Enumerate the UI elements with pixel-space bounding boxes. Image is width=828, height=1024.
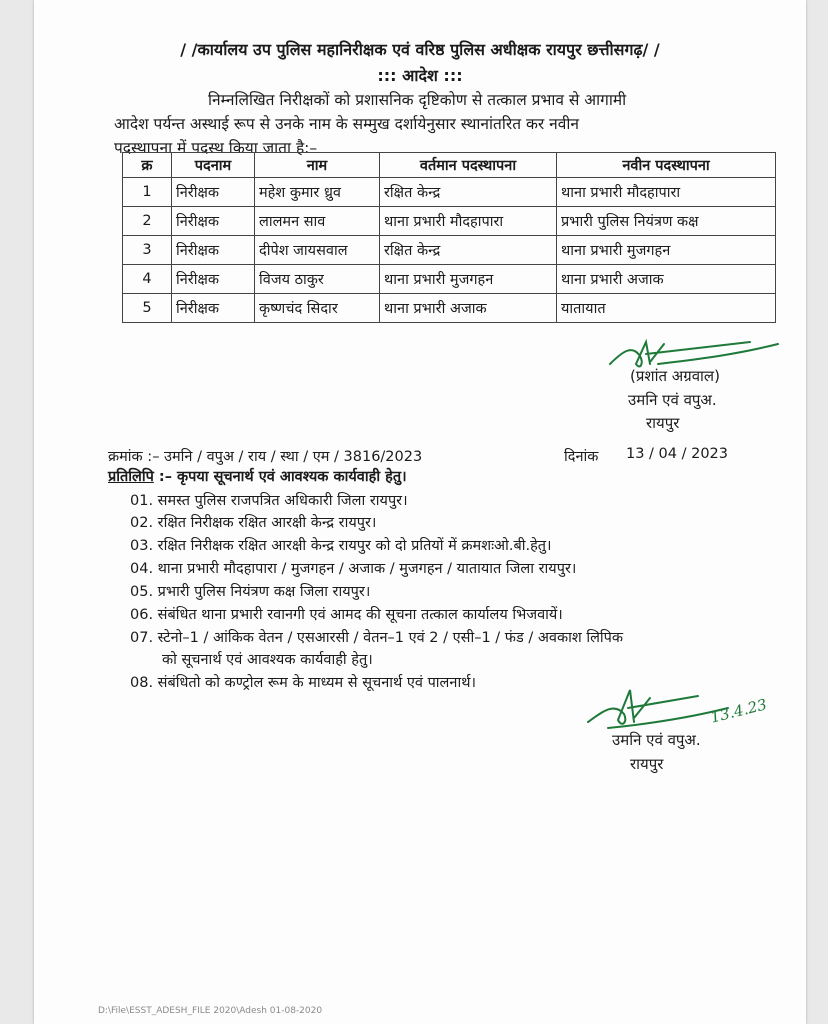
document-page — [34, 0, 806, 1024]
transfer-table — [122, 152, 776, 323]
copy-item: 06. संबंधित थाना प्रभारी रवानगी एवं आमद की सूचना तत्काल कार्यालय भिजवायें। — [130, 607, 563, 623]
cell-current-posting: थाना प्रभारी मौदहापारा — [380, 207, 557, 236]
cell-serial: 4 — [123, 265, 172, 294]
intro-line-1: निम्नलिखित निरीक्षकों को प्रशासनिक दृष्टिकोण से तत्काल प्रभाव से आगामी — [208, 91, 627, 109]
table-row — [123, 236, 776, 265]
cell-current-posting: थाना प्रभारी मुजगहन — [380, 265, 557, 294]
copy-item: 07. स्टेनो–1 / आंकिक वेतन / एसआरसी / वेतन–1 एवं 2 / एसी–1 / फंड / अवकाश लिपिक — [130, 630, 624, 646]
signatory2-designation: उमनि एवं वपुअ. — [612, 731, 701, 749]
intro-line-3: पदस्थापना में पदस्थ किया जाता है:– — [114, 139, 318, 157]
cell-new-posting: थाना प्रभारी मौदहापारा — [557, 178, 776, 207]
signatory2-place: रायपुर — [630, 755, 664, 773]
table-header-row — [123, 153, 776, 178]
cell-current-posting: रक्षित केन्द्र — [380, 178, 557, 207]
cell-name: विजय ठाकुर — [255, 265, 380, 294]
cell-name: कृष्णचंद सिदार — [255, 294, 380, 323]
col-new-posting: नवीन पदस्थापना — [557, 153, 776, 178]
cell-current-posting: थाना प्रभारी अजाक — [380, 294, 557, 323]
copy-item: 04. थाना प्रभारी मौदहापारा / मुजगहन / अजाक / मुजगहन / यातायात जिला रायपुर। — [130, 561, 577, 577]
cell-serial: 5 — [123, 294, 172, 323]
copy-block — [108, 466, 407, 486]
signatory-place: रायपुर — [646, 414, 680, 432]
table-row — [123, 178, 776, 207]
copy-intro: :– कृपया सूचनार्थ एवं आवश्यक कार्यवाही हेतु। — [158, 469, 407, 485]
signatory-designation: उमनि एवं वपुअ. — [628, 391, 717, 409]
cell-designation: निरीक्षक — [172, 207, 255, 236]
order-title: ::: आदेश ::: — [377, 66, 463, 85]
col-current-posting: वर्तमान पदस्थापना — [380, 153, 557, 178]
copy-item: 08. संबंधितो को कण्ट्रोल रूम के माध्यम से सूचनार्थ एवं पालनार्थ। — [130, 675, 476, 691]
cell-name: महेश कुमार ध्रुव — [255, 178, 380, 207]
col-designation: पदनाम — [172, 153, 255, 178]
cell-designation: निरीक्षक — [172, 265, 255, 294]
copy-item: 01. समस्त पुलिस राजपत्रित अधिकारी जिला रायपुर। — [130, 493, 408, 509]
table-row — [123, 265, 776, 294]
cell-serial: 3 — [123, 236, 172, 265]
cell-current-posting: रक्षित केन्द्र — [380, 236, 557, 265]
cell-new-posting: प्रभारी पुलिस नियंत्रण कक्ष — [557, 207, 776, 236]
copy-label: प्रतिलिपि — [108, 469, 154, 485]
date-label: दिनांक — [564, 449, 599, 465]
signatory-name: (प्रशांत अग्रवाल) — [630, 367, 720, 385]
intro-line-2: आदेश पर्यन्त अस्थाई रूप से उनके नाम के सम्मुख दर्शायेनुसार स्थानांतरित कर नवीन — [114, 115, 579, 133]
office-header: / /कार्यालय उप पुलिस महानिरीक्षक एवं वरिष्ठ पुलिस अधीक्षक रायपुर छत्तीसगढ़/ / — [180, 40, 660, 59]
cell-designation: निरीक्षक — [172, 236, 255, 265]
cell-new-posting: यातायात — [557, 294, 776, 323]
cell-serial: 2 — [123, 207, 172, 236]
cell-serial: 1 — [123, 178, 172, 207]
cell-new-posting: थाना प्रभारी मुजगहन — [557, 236, 776, 265]
copy-item: 05. प्रभारी पुलिस नियंत्रण कक्ष जिला रायपुर। — [130, 584, 371, 600]
copy-item: 02. रक्षित निरीक्षक रक्षित आरक्षी केन्द्र रायपुर। — [130, 515, 377, 531]
cell-name: लालमन साव — [255, 207, 380, 236]
cell-new-posting: थाना प्रभारी अजाक — [557, 265, 776, 294]
handwritten-date: 13.4.23 — [708, 695, 769, 727]
cell-designation: निरीक्षक — [172, 294, 255, 323]
order-date: 13 / 04 / 2023 — [626, 446, 729, 462]
reference-number: क्रमांक :– उमनि / वपुअ / राय / स्था / एम / 3816/2023 — [108, 449, 423, 465]
table-row — [123, 294, 776, 323]
cell-name: दीपेश जायसवाल — [255, 236, 380, 265]
col-serial: क्र — [123, 153, 172, 178]
cell-designation: निरीक्षक — [172, 178, 255, 207]
copy-item-continued: को सूचनार्थ एवं आवश्यक कार्यवाही हेतु। — [162, 652, 373, 668]
table-row — [123, 207, 776, 236]
col-name: नाम — [255, 153, 380, 178]
copy-item: 03. रक्षित निरीक्षक रक्षित आरक्षी केन्द्र रायपुर को दो प्रतियों में क्रमशःओ.बी.हेतु। — [130, 538, 552, 554]
file-path-footer: D:\File\ESST_ADESH_FILE 2020\Adesh 01-08-2020 — [98, 1006, 323, 1016]
